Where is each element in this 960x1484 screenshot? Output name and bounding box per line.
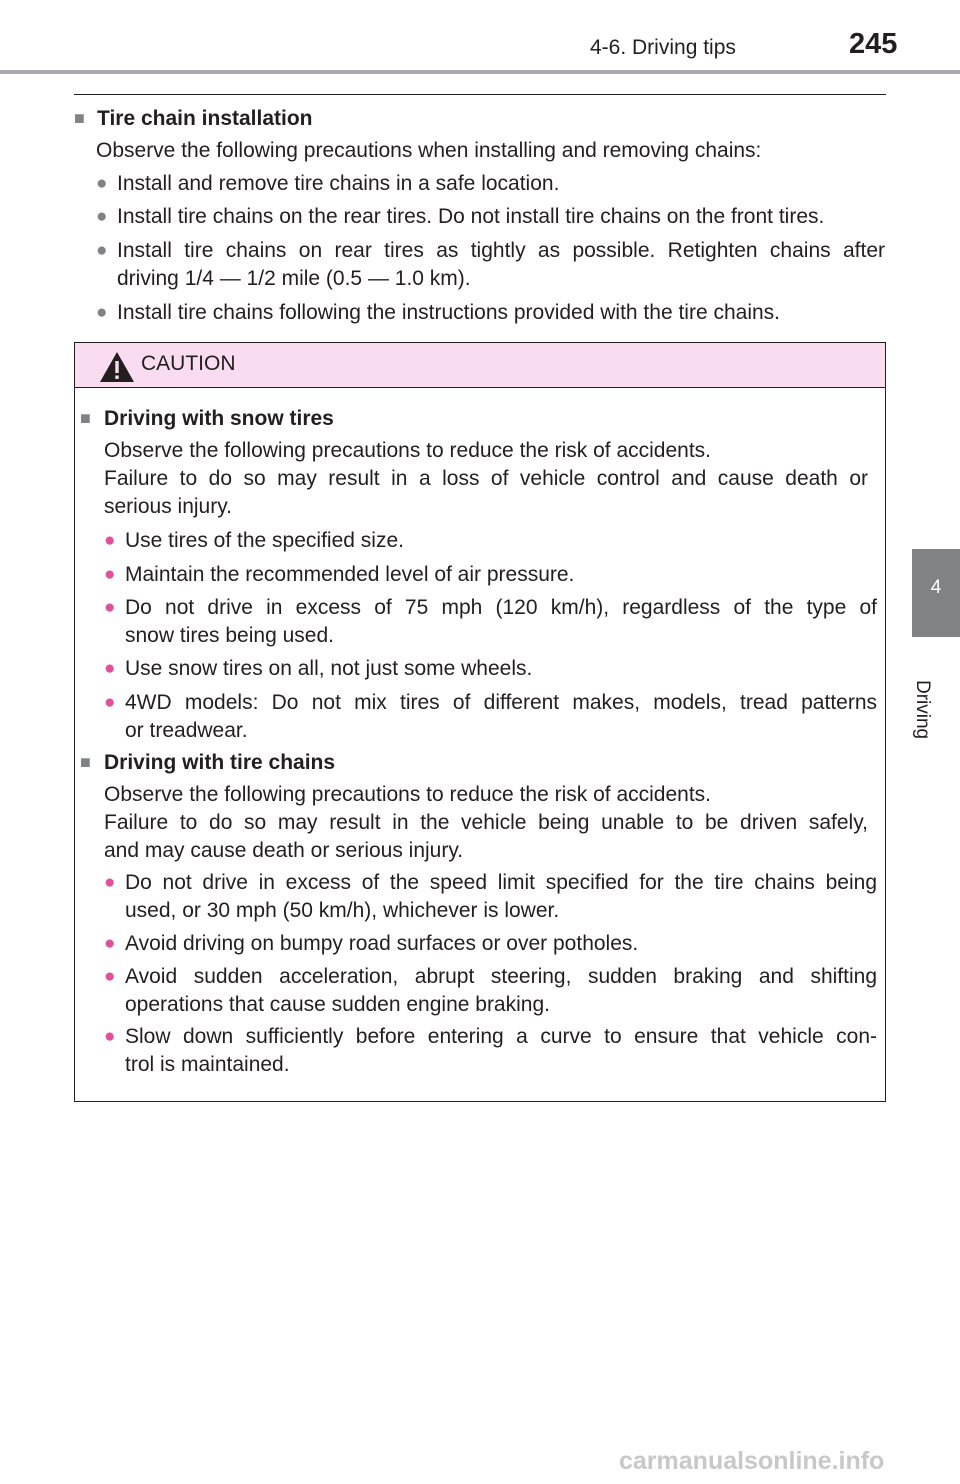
caution-subheading: Driving with tire chains [104, 751, 336, 774]
section-heading: Tire chain installation [97, 107, 313, 130]
list-item: Slow down sufficiently before entering a curve to ensure that vehicle con- [125, 1025, 877, 1048]
list-item: Avoid sudden acceleration, abrupt steering, sudden braking and shifting [125, 965, 877, 988]
caution-text: Failure to do so may result in a loss of vehicle control and cause death or [104, 467, 868, 490]
caution-text: Failure to do so may result in the vehicle being unable to be driven safely, [104, 811, 868, 834]
section-title: 4-6. Driving tips [590, 36, 736, 59]
section-intro: Observe the following precautions when installing and removing chains: [96, 139, 762, 162]
chapter-label: Driving [912, 680, 933, 740]
bullet-icon: ● [96, 173, 108, 194]
list-item-continued: trol is maintained. [125, 1053, 290, 1076]
content-divider [74, 94, 886, 95]
caution-title: CAUTION [141, 352, 236, 375]
list-item: Use tires of the specified size. [125, 529, 404, 552]
list-item-continued: used, or 30 mph (50 km/h), whichever is lower. [125, 899, 560, 922]
list-item: Install tire chains on rear tires as tightly as possible. Retighten chains after [117, 239, 885, 262]
list-item: Install tire chains following the instructions provided with the tire chains. [117, 301, 780, 324]
list-item: Avoid driving on bumpy road surfaces or over potholes. [125, 932, 639, 955]
list-item: Do not drive in excess of 75 mph (120 km/h), regardless of the type of [125, 596, 877, 619]
square-bullet-icon: ■ [80, 408, 91, 428]
caution-header [75, 343, 885, 388]
bullet-icon: ● [104, 597, 116, 618]
chapter-tab [912, 549, 960, 637]
caution-text: serious injury. [104, 495, 232, 518]
bullet-icon: ● [104, 966, 116, 987]
caution-subheading: Driving with snow tires [104, 407, 334, 430]
list-item-continued: operations that cause sudden engine braking. [125, 993, 550, 1016]
bullet-icon: ● [104, 530, 116, 551]
bullet-icon: ● [104, 692, 116, 713]
page-number: 245 [849, 28, 898, 60]
list-item-continued: driving 1/4 — 1/2 mile (0.5 — 1.0 km). [117, 267, 471, 290]
square-bullet-icon: ■ [74, 108, 85, 128]
square-bullet-icon: ■ [80, 752, 91, 772]
bullet-icon: ● [96, 302, 108, 323]
list-item: Install tire chains on the rear tires. Do not install tire chains on the front tires. [117, 205, 825, 228]
warning-triangle-icon [99, 351, 135, 383]
list-item-continued: or treadwear. [125, 719, 248, 742]
bullet-icon: ● [96, 206, 108, 227]
caution-text: Observe the following precautions to reduce the risk of accidents. [104, 439, 711, 462]
watermark: carmanualsonline.info [619, 1447, 885, 1475]
list-item: Maintain the recommended level of air pressure. [125, 563, 575, 586]
caution-text: and may cause death or serious injury. [104, 839, 464, 862]
list-item: Do not drive in excess of the speed limit specified for the tire chains being [125, 871, 877, 894]
list-item: Use snow tires on all, not just some wheels. [125, 657, 533, 680]
bullet-icon: ● [104, 564, 116, 585]
caution-text: Observe the following precautions to reduce the risk of accidents. [104, 783, 711, 806]
list-item: Install and remove tire chains in a safe location. [117, 172, 560, 195]
list-item: 4WD models: Do not mix tires of different makes, models, tread patterns [125, 691, 877, 714]
bullet-icon: ● [104, 933, 116, 954]
header-divider [0, 70, 960, 74]
chapter-number: 4 [930, 577, 942, 598]
bullet-icon: ● [104, 1026, 116, 1047]
bullet-icon: ● [96, 240, 108, 261]
bullet-icon: ● [104, 658, 116, 679]
bullet-icon: ● [104, 872, 116, 893]
list-item-continued: snow tires being used. [125, 624, 334, 647]
